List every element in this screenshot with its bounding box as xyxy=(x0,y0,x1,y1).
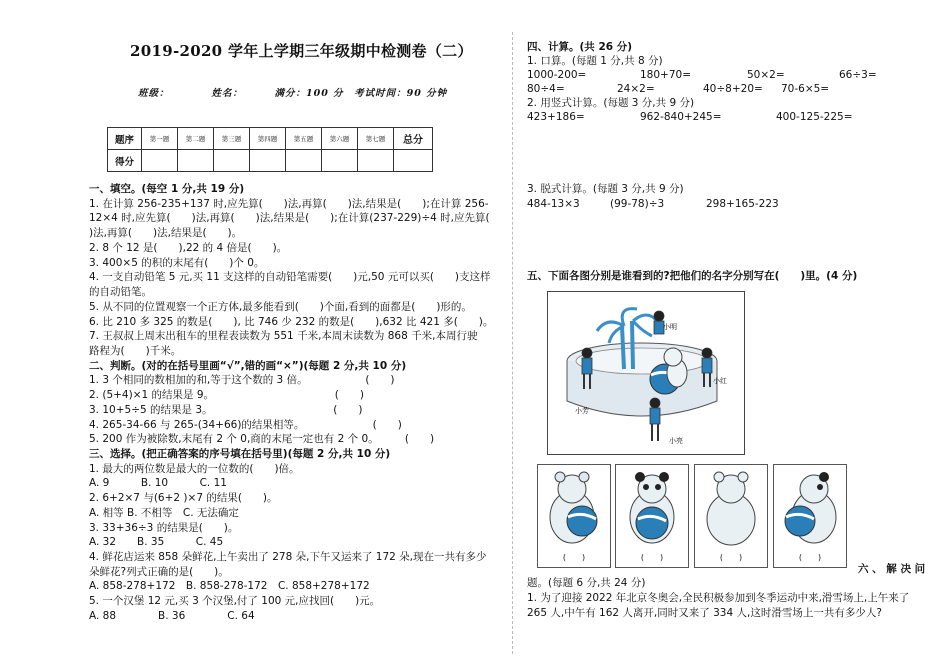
exam-info: 班级： 姓名： 满分：100 分 考试时间：90 分钟 xyxy=(138,88,448,99)
score-cell[interactable] xyxy=(286,150,322,172)
page-title: 2019-2020 学年上学期三年级期中检测卷（二） xyxy=(130,42,473,60)
problem-1-cont: 265 人,中午有 162 人离开,同时又来了 334 人,这时滑雪场上一共有多少人? xyxy=(527,607,882,619)
score-cell[interactable] xyxy=(250,150,286,172)
panda-front-ball-icon xyxy=(538,465,610,549)
question-line: 4. 一支自动铅笔 5 元,买 11 支这样的自动铅笔需要( )元,50 元可以买( )支这样 xyxy=(89,271,491,284)
pool-scene-illustration xyxy=(547,291,745,455)
question-line: 4. 鲜花店运来 858 朵鲜花,上午卖出了 278 朵,下午又运来了 172 朵,现在一共有多少 xyxy=(89,551,487,563)
question-line: 3. 10+5÷5 的结果是 3。 ( ) xyxy=(89,403,363,416)
score-cell[interactable] xyxy=(214,150,250,172)
question-line: 5. 从不同的位置观察一个正方体,最多能看到( )个面,看到的面都是( )形的。 xyxy=(89,300,472,313)
score-cell[interactable] xyxy=(322,150,358,172)
section-5-title: 五、下面各图分别是谁看到的?把他们的名字分别写在( )里。(4 分) xyxy=(527,270,858,282)
question-line: A. 858-278+172 B. 858-278-172 C. 858+278+172 xyxy=(89,580,370,593)
view-card xyxy=(537,464,611,568)
score-cell[interactable] xyxy=(394,150,433,172)
oral-item: 80÷4= xyxy=(527,83,565,95)
step-item: 298+165-223 xyxy=(706,198,779,210)
problem-1: 1. 为了迎接 2022 年北京冬奥会,全民积极参加到冬季运动中来,滑雪场上,上午来了 xyxy=(527,592,910,604)
scene-name-label: 小明 xyxy=(663,323,677,331)
oral-calc-title: 1. 口算。(每题 1 分,共 8 分) xyxy=(527,55,663,67)
view-card xyxy=(694,464,768,568)
question-line: 7. 王叔叔上周末出租车的里程表读数为 551 千米,本周末读数为 868 千米,本周行驶 xyxy=(89,330,478,343)
step-item: (99-78)÷3 xyxy=(610,198,665,210)
question-line: 3. 400×5 的积的末尾有( )个 0。 xyxy=(89,256,265,269)
score-cell[interactable] xyxy=(358,150,394,172)
oral-item: 70-6×5= xyxy=(781,83,830,95)
section-title: 二、判断。(对的在括号里画“√”,错的画“×”)(每题 2 分,共 10 分) xyxy=(89,359,407,372)
question-line: 2. 6+2×7 与(6+2 )×7 的结果( )。 xyxy=(89,492,278,505)
score-table xyxy=(107,127,433,172)
question-line: 路程为( )千米。 xyxy=(89,344,182,357)
question-line: A. 32 B. 35 C. 45 xyxy=(89,536,224,549)
oral-item: 180+70= xyxy=(640,69,691,81)
question-line: )法,再算( )法,结果是( )。 xyxy=(89,227,243,240)
question-line: 的自动铅笔。 xyxy=(89,286,152,298)
panda-facing-ball-icon xyxy=(616,465,688,549)
score-col-header: 第六题 xyxy=(322,128,358,150)
score-col-header: 第一题 xyxy=(142,128,178,150)
section-6-title-cont: 题。(每题 6 分,共 24 分) xyxy=(527,577,646,589)
view-card xyxy=(773,464,847,568)
question-line: 4. 265-34-66 与 265-(34+66)的结果相等。 ( ) xyxy=(89,418,402,431)
panda-back-icon xyxy=(695,465,767,549)
question-line: 12×4 时,应先算( )法,再算( )法,结果是( );在计算(237-229)÷4 时,应先算( xyxy=(89,212,490,225)
oral-item: 1000-200= xyxy=(527,69,587,81)
question-line: 1. 在计算 256-235+137 时,应先算( )法,再算( )法,结果是( );在计算 256- xyxy=(89,197,489,210)
section-4-title: 四、计算。(共 26 分) xyxy=(527,41,633,53)
score-col-header: 第五题 xyxy=(286,128,322,150)
view-card-answer[interactable]: ( ) xyxy=(719,553,743,562)
score-col-header: 第二题 xyxy=(178,128,214,150)
view-card-answer[interactable]: ( ) xyxy=(798,553,822,562)
question-line: 1. 3 个相同的数相加的和,等于这个数的 3 倍。 ( ) xyxy=(89,374,395,387)
step-calc-title: 3. 脱式计算。(每题 3 分,共 9 分) xyxy=(527,183,684,195)
section-6-title: 六 、 解 决 问 xyxy=(858,563,926,575)
score-cell[interactable] xyxy=(142,150,178,172)
view-card-answer[interactable]: ( ) xyxy=(640,553,664,562)
oral-item: 66÷3= xyxy=(839,69,877,81)
oral-item: 40÷8+20= xyxy=(703,83,763,95)
section-title: 一、填空。(每空 1 分,共 19 分) xyxy=(89,183,245,195)
score-col-header: 第四题 xyxy=(250,128,286,150)
vertical-item: 400-125-225= xyxy=(776,111,853,123)
score-row-label: 得分 xyxy=(108,150,142,172)
view-card xyxy=(615,464,689,568)
vertical-calc-title: 2. 用竖式计算。(每题 3 分,共 9 分) xyxy=(527,97,695,109)
question-line: A. 相等 B. 不相等 C. 无法确定 xyxy=(89,506,239,519)
question-line: 3. 33+36÷3 的结果是( )。 xyxy=(89,521,239,534)
scene-name-label: 小芳 xyxy=(575,407,589,415)
question-line: A. 9 B. 10 C. 11 xyxy=(89,477,227,490)
scene-name-label: 小亮 xyxy=(669,437,683,445)
column-divider xyxy=(512,32,513,654)
question-line: 6. 比 210 多 325 的数是( ), 比 746 少 232 的数是( ),632 比 421 多( )。 xyxy=(89,315,494,328)
score-col-header: 第七题 xyxy=(358,128,394,150)
question-line: 1. 最大的两位数是最大的一位数的( )倍。 xyxy=(89,462,300,475)
question-line: 2. (5+4)×1 的结果是 9。 ( ) xyxy=(89,389,364,402)
section-title: 三、选择。(把正确答案的序号填在括号里)(每题 2 分,共 10 分) xyxy=(89,448,391,460)
score-row-label: 题序 xyxy=(108,128,142,150)
score-total-header: 总分 xyxy=(394,128,433,150)
vertical-item: 962-840+245= xyxy=(640,111,722,123)
scene-name-label: 小红 xyxy=(713,377,727,385)
vertical-item: 423+186= xyxy=(527,111,585,123)
oral-item: 24×2= xyxy=(617,83,655,95)
oral-item: 50×2= xyxy=(747,69,785,81)
panda-side-ball-icon xyxy=(774,465,846,549)
question-line: 5. 200 作为被除数,末尾有 2 个 0,商的末尾一定也有 2 个 0。 ( ) xyxy=(89,433,435,446)
step-item: 484-13×3 xyxy=(527,198,580,210)
question-line: 2. 8 个 12 是( ),22 的 4 倍是( )。 xyxy=(89,241,288,254)
question-line: A. 88 B. 36 C. 64 xyxy=(89,609,255,622)
score-cell[interactable] xyxy=(178,150,214,172)
view-card-answer[interactable]: ( ) xyxy=(562,553,586,562)
question-line: 朵鲜花?列式正确的是( )。 xyxy=(89,565,229,578)
question-line: 5. 一个汉堡 12 元,买 3 个汉堡,付了 100 元,应找回( )元。 xyxy=(89,595,381,608)
score-col-header: 第三题 xyxy=(214,128,250,150)
